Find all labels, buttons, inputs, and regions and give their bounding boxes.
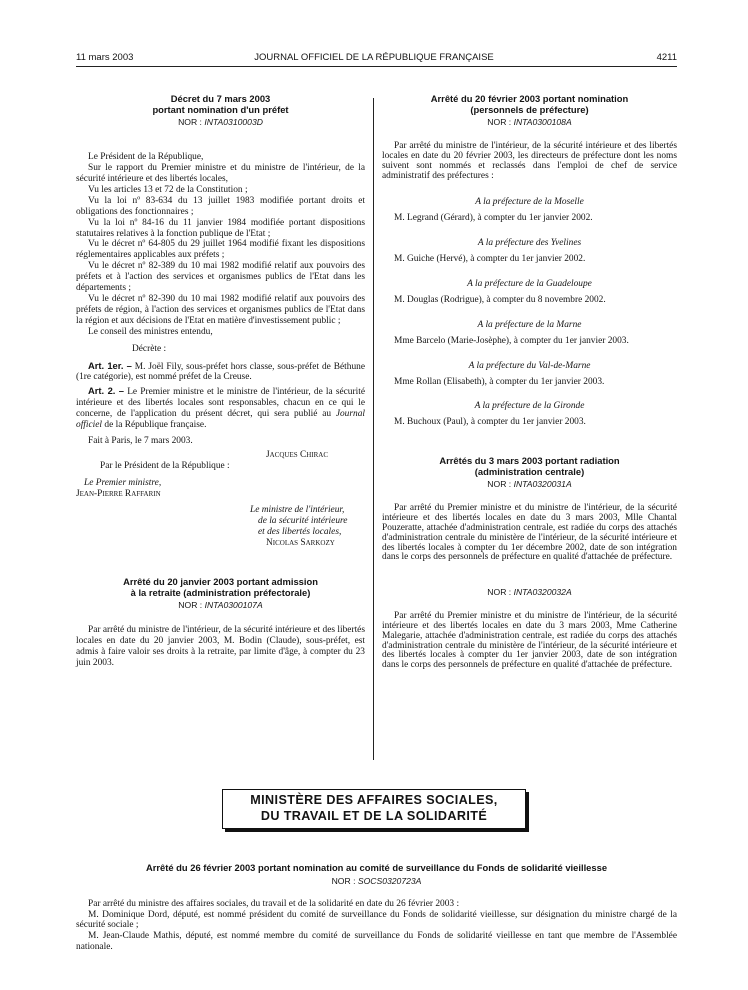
ministre-title-3: et des libertés locales, [258, 527, 342, 538]
arrete-fsv-para: M. Jean-Claude Mathis, député, est nommé membre du comité de surveillance du Fonds de solidarité vieillesse en tant que membre de l'Assemblée nationale. [76, 931, 677, 953]
arrete-nomination-title-line2: (personnels de préfecture) [470, 103, 589, 115]
premier-ministre-name: Jean-Pierre Raffarin [76, 488, 161, 499]
arrete-retraite-title-line2: à la retraite (administration préfectorale) [130, 586, 311, 598]
prefecture-heading: A la préfecture de la Moselle [475, 197, 584, 208]
article-2-jo: Journal officiel [76, 409, 365, 431]
decret-para: Vu la loi nº 84-16 du 11 janvier 1984 modifiée portant dispositions statutaires relatives à la fonction publique de l'Etat ; [76, 217, 365, 239]
arrete-retraite-title-line1: Arrêté du 20 janvier 2003 portant admission [123, 576, 318, 588]
decrete-label: Décrète : [132, 343, 167, 354]
arretes-radiation-title-line1: Arrêtés du 3 mars 2003 portant radiation [439, 455, 620, 467]
nomination-entry: Mme Barcelo (Marie-Josèphe), à compter du 1er janvier 2003. [394, 335, 629, 346]
prefecture-heading: A la préfecture du Val-de-Marne [468, 360, 591, 371]
arretes-radiation-title-line2: (administration centrale) [474, 465, 585, 477]
decret-para: Sur le rapport du Premier ministre et du ministre de l'intérieur, de la sécurité intérieure et des libertés locales, [76, 163, 365, 184]
ministre-name: Nicolas Sarkozy [266, 538, 335, 549]
header-rule [76, 66, 677, 67]
header-page-number: 4211 [656, 52, 677, 63]
article-2 [76, 386, 365, 431]
nor-code: SOCS0320723A [357, 875, 422, 886]
radiation-text-2: Par arrêté du Premier ministre et du ministre de l'intérieur, de la sécurité intérieure et des libertés locales en date du 3 mars 2003, Mme Catherine Malegarie, attachée d'administration centrale, est radiée du corps des attachés d'administration centrale du ministère de l'intérieur, de la sécurité intérieure et des libertés locales à compter du 1er janvier 2003, date de son intégration dans le corps des personnels de préfecture en qualité d'attachée de préfecture. [382, 611, 677, 671]
ministry-name-line2: DU TRAVAIL ET DE LA SOLIDARITÉ [260, 809, 488, 823]
nor-code: INTA0300108A [513, 117, 572, 128]
radiation-text-1: Par arrêté du Premier ministre et du ministre de l'intérieur, de la sécurité intérieure et des libertés locales en date du 3 mars 2003, Mlle Chantal Pouzeratte, attachée d'administration centrale, est radiée du corps des attachés d'administration centrale du ministère de l'intérieur, de la sécurité intérieure et des libertés locales à compter du 1er décembre 2002, date de son intégration dans le corps des personnels de préfecture en qualité d'attachée de préfecture. [382, 503, 677, 563]
nomination-entry: M. Douglas (Rodrigue), à compter du 8 novembre 2002. [394, 294, 606, 305]
decret-para: Vu le décret nº 64-805 du 29 juillet 1964 modifié fixant les dispositions réglementaires applicables aux préfets ; [76, 239, 365, 261]
right-column [382, 94, 677, 671]
nor-label: NOR : [487, 117, 514, 128]
arrete-fsv-para: Par arrêté du ministre des affaires sociales, du travail et de la solidarité en date du 26 février 2003 : [88, 898, 460, 909]
decret-para: Vu le décret nº 82-390 du 10 mai 1982 modifié relatif aux pouvoirs des préfets de région, à l'action des services et organismes publics de l'Etat dans la région et aux décisions de l'Etat en matière d'investissement public ; [76, 293, 365, 326]
arrete-nomination-title [382, 94, 677, 115]
nor-code: INTA0320031A [513, 479, 572, 490]
left-column [76, 94, 365, 669]
article-1-label: Art. 1er. – [88, 359, 132, 371]
prefecture-heading: A la préfecture de la Guadeloupe [467, 279, 592, 289]
decret-title [76, 94, 365, 115]
decret-section [76, 94, 365, 549]
nor-code: INTA0320032A [513, 587, 572, 598]
premier-ministre-title: Le Premier ministre, [84, 477, 162, 488]
arrete-retraite-nor [76, 600, 365, 611]
nor-label: NOR : [487, 587, 514, 598]
arrete-fsv-para: M. Dominique Dord, député, est nommé président du comité de surveillance du Fonds de solidarité vieillesse, sur désignation du ministre chargé de la sécurité sociale ; [76, 909, 677, 931]
prefecture-heading: A la préfecture de la Marne [477, 319, 582, 330]
arrete-nomination-nor [382, 117, 677, 128]
ministry-box [222, 789, 528, 829]
decret-title-line1: Décret du 7 mars 2003 [170, 93, 271, 104]
column-divider [373, 98, 374, 760]
par-le-president: Par le Président de la République : [100, 460, 230, 471]
decret-para: Vu la loi nº 83-634 du 13 juillet 1983 modifiée portant droits et obligations des fonctionnaires ; [76, 195, 365, 217]
nomination-entry: M. Buchoux (Paul), à compter du 1er janvier 2003. [394, 417, 586, 428]
nor-label: NOR : [331, 875, 358, 886]
nor-label: NOR : [487, 479, 514, 490]
arrete-retraite-section [76, 577, 365, 669]
arrete-fsv-nor [76, 876, 677, 887]
prefecture-heading: A la préfecture de la Gironde [474, 401, 585, 412]
ministry-name-line1: MINISTÈRE DES AFFAIRES SOCIALES, [250, 793, 498, 807]
arretes-radiation-section [382, 456, 677, 671]
arrete-fsv-section [76, 863, 677, 953]
decret-para: Vu les articles 13 et 72 de la Constitution ; [88, 184, 248, 195]
arrete-nomination-intro: Par arrêté du ministre de l'intérieur, de la sécurité intérieure et des libertés locales en date du 20 février 2003, les directeurs de préfecture dont les noms suivent sont nommés et reclassés dans l'emploi de chef de service administratif des préfectures : [382, 141, 677, 181]
arretes-radiation-nor-2 [382, 587, 677, 598]
nomination-entry: Mme Rollan (Elisabeth), à compter du 1er janvier 2003. [394, 376, 605, 387]
nomination-entry: M. Guiche (Hervé), à compter du 1er janvier 2002. [394, 254, 586, 265]
signature-president: Jacques Chirac [266, 449, 329, 460]
decret-title-line2: portant nomination d'un préfet [152, 103, 289, 115]
nor-code: INTA0310003D [204, 117, 263, 128]
ministre-title-1: Le ministre de l'intérieur, [250, 505, 345, 516]
arrete-nomination-title-line1: Arrêté du 20 février 2003 portant nomination [430, 93, 629, 104]
decret-para: Le Président de la République, [88, 152, 204, 163]
arretes-radiation-title [382, 456, 677, 477]
article-2-text-end: de la République française. [102, 420, 207, 431]
nor-label: NOR : [178, 117, 205, 128]
article-1-text: M. Joël Fily, sous-préfet hors classe, sous-préfet de Béthune (1re catégorie), est nommé préfet de la Creuse. [76, 361, 365, 383]
arrete-retraite-text: Par arrêté du ministre de l'intérieur, de la sécurité intérieure et des libertés locales en date du 20 janvier 2003, M. Bodin (Claude), sous-préfet, est admis à faire valoir ses droits à la retraite, par limite d'âge, à compter du 23 juin 2003. [76, 625, 365, 668]
prefecture-heading: A la préfecture des Yvelines [477, 238, 582, 249]
article-2-text: Le Premier ministre et le ministre de l'intérieur, de la sécurité intérieure et des libertés locales sont responsables, chacun en ce qui le concerne, de l'application du présent décret, qui sera publié au [76, 387, 365, 420]
nor-label: NOR : [178, 600, 205, 611]
arretes-radiation-nor-1 [382, 479, 677, 490]
ministre-title-2: de la sécurité intérieure [258, 516, 348, 527]
ministry-box-frame [222, 789, 526, 829]
article-2-label: Art. 2. – [88, 385, 125, 397]
header-journal-title: JOURNAL OFFICIEL DE LA RÉPUBLIQUE FRANÇAISE [254, 52, 494, 63]
fait-a-paris: Fait à Paris, le 7 mars 2003. [88, 435, 193, 446]
header-date: 11 mars 2003 [76, 52, 134, 63]
arrete-retraite-title [76, 577, 365, 598]
arrete-nomination-section [382, 94, 677, 428]
article-1 [76, 361, 365, 384]
decret-nor [76, 117, 365, 128]
nomination-entry: M. Legrand (Gérard), à compter du 1er janvier 2002. [394, 213, 593, 224]
arrete-fsv-title: Arrêté du 26 février 2003 portant nomination au comité de surveillance du Fonds de solidarité vieillesse [145, 862, 608, 873]
decret-para: Vu le décret nº 82-389 du 10 mai 1982 modifié relatif aux pouvoirs des préfets et à l'action des services et organismes publics de l'Etat dans les départements ; [76, 261, 365, 294]
decret-para: Le conseil des ministres entendu, [88, 326, 213, 337]
nor-code: INTA0300107A [204, 600, 263, 611]
